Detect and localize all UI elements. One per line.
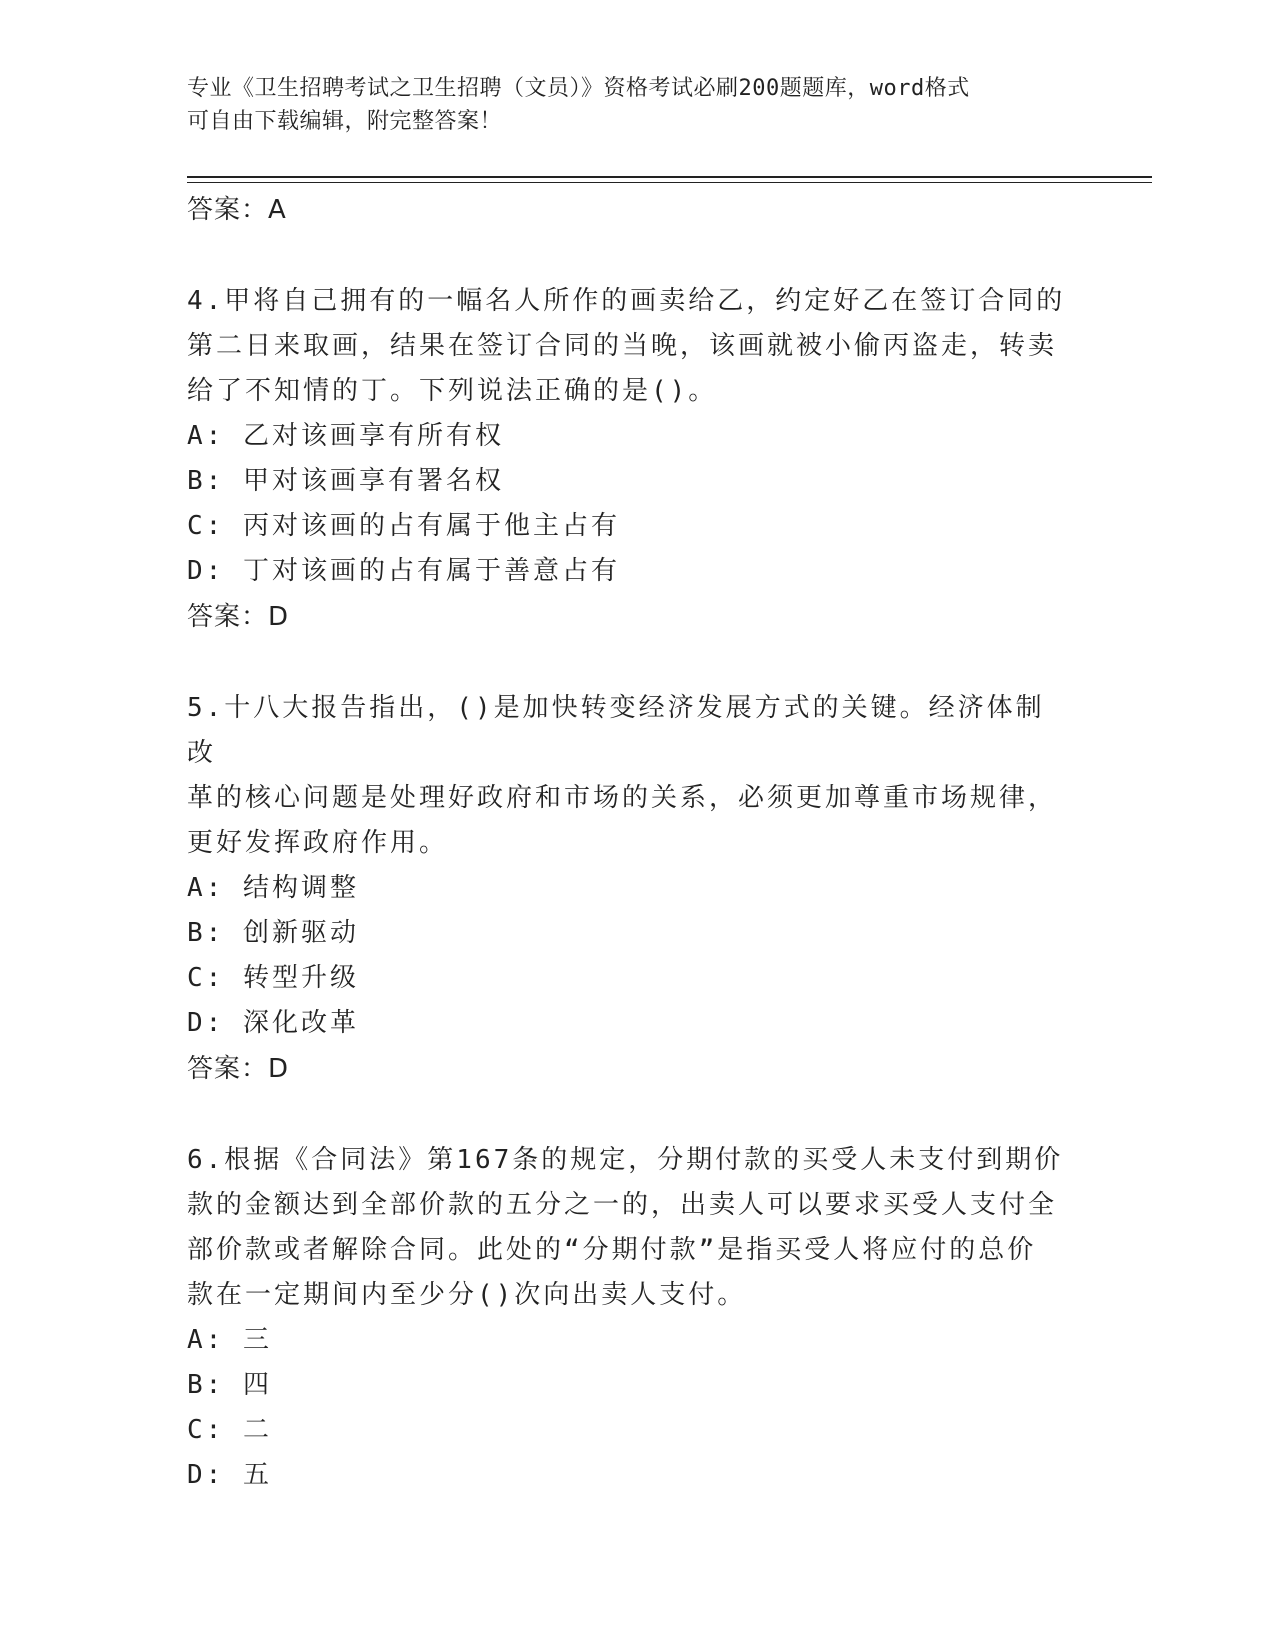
document-body	[187, 187, 1067, 1498]
question-line: 部价款或者解除合同。此处的“分期付款”是指买受人将应付的总价	[187, 1235, 1037, 1265]
option-c: C: 转型升级	[187, 963, 359, 993]
option-c: C: 丙对该画的占有属于他主占有	[187, 511, 620, 541]
question-line: 第二日来取画，结果在签订合同的当晚，该画就被小偷丙盗走，转卖	[187, 331, 1058, 361]
answer: 答案：D	[187, 602, 290, 632]
header-line-2: 可自由下载编辑，附完整答案！	[187, 109, 503, 134]
header-line-1: 专业《卫生招聘考试之卫生招聘（文员）》资格考试必刷200题题库，word格式	[187, 76, 970, 101]
question-text	[187, 686, 1067, 866]
option-d: D: 丁对该画的占有属于善意占有	[187, 556, 620, 586]
option-b: B: 创新驱动	[187, 918, 359, 948]
header-divider-thin	[187, 182, 1152, 183]
answer: 答案：D	[187, 1054, 290, 1084]
question-line: 给了不知情的丁。下列说法正确的是()。	[187, 376, 718, 406]
question-text	[187, 279, 1067, 414]
header-divider-thick	[187, 176, 1152, 178]
previous-answer: 答案：A	[187, 195, 287, 225]
question-6	[187, 1138, 1067, 1498]
option-b: B: 四	[187, 1370, 272, 1400]
question-line: 款在一定期间内至少分()次向出卖人支付。	[187, 1280, 747, 1310]
option-d: D: 五	[187, 1460, 272, 1490]
option-d: D: 深化改革	[187, 1008, 359, 1038]
document-header	[187, 72, 1087, 138]
question-line: 5.十八大报告指出，()是加快转变经济发展方式的关键。经济体制改	[187, 693, 1045, 768]
option-b: B: 甲对该画享有署名权	[187, 466, 504, 496]
option-a: A: 三	[187, 1325, 272, 1355]
question-line: 6.根据《合同法》第167条的规定，分期付款的买受人未支付到期价	[187, 1145, 1064, 1175]
question-5	[187, 686, 1067, 1092]
option-a: A: 结构调整	[187, 873, 359, 903]
question-4	[187, 279, 1067, 640]
option-a: A: 乙对该画享有所有权	[187, 421, 504, 451]
question-line: 革的核心问题是处理好政府和市场的关系，必须更加尊重市场规律，	[187, 783, 1058, 813]
question-line: 款的金额达到全部价款的五分之一的，出卖人可以要求买受人支付全	[187, 1190, 1058, 1220]
question-line: 4.甲将自己拥有的一幅名人所作的画卖给乙，约定好乙在签订合同的	[187, 286, 1066, 316]
question-text	[187, 1138, 1067, 1318]
question-line: 更好发挥政府作用。	[187, 828, 449, 858]
option-c: C: 二	[187, 1415, 272, 1445]
